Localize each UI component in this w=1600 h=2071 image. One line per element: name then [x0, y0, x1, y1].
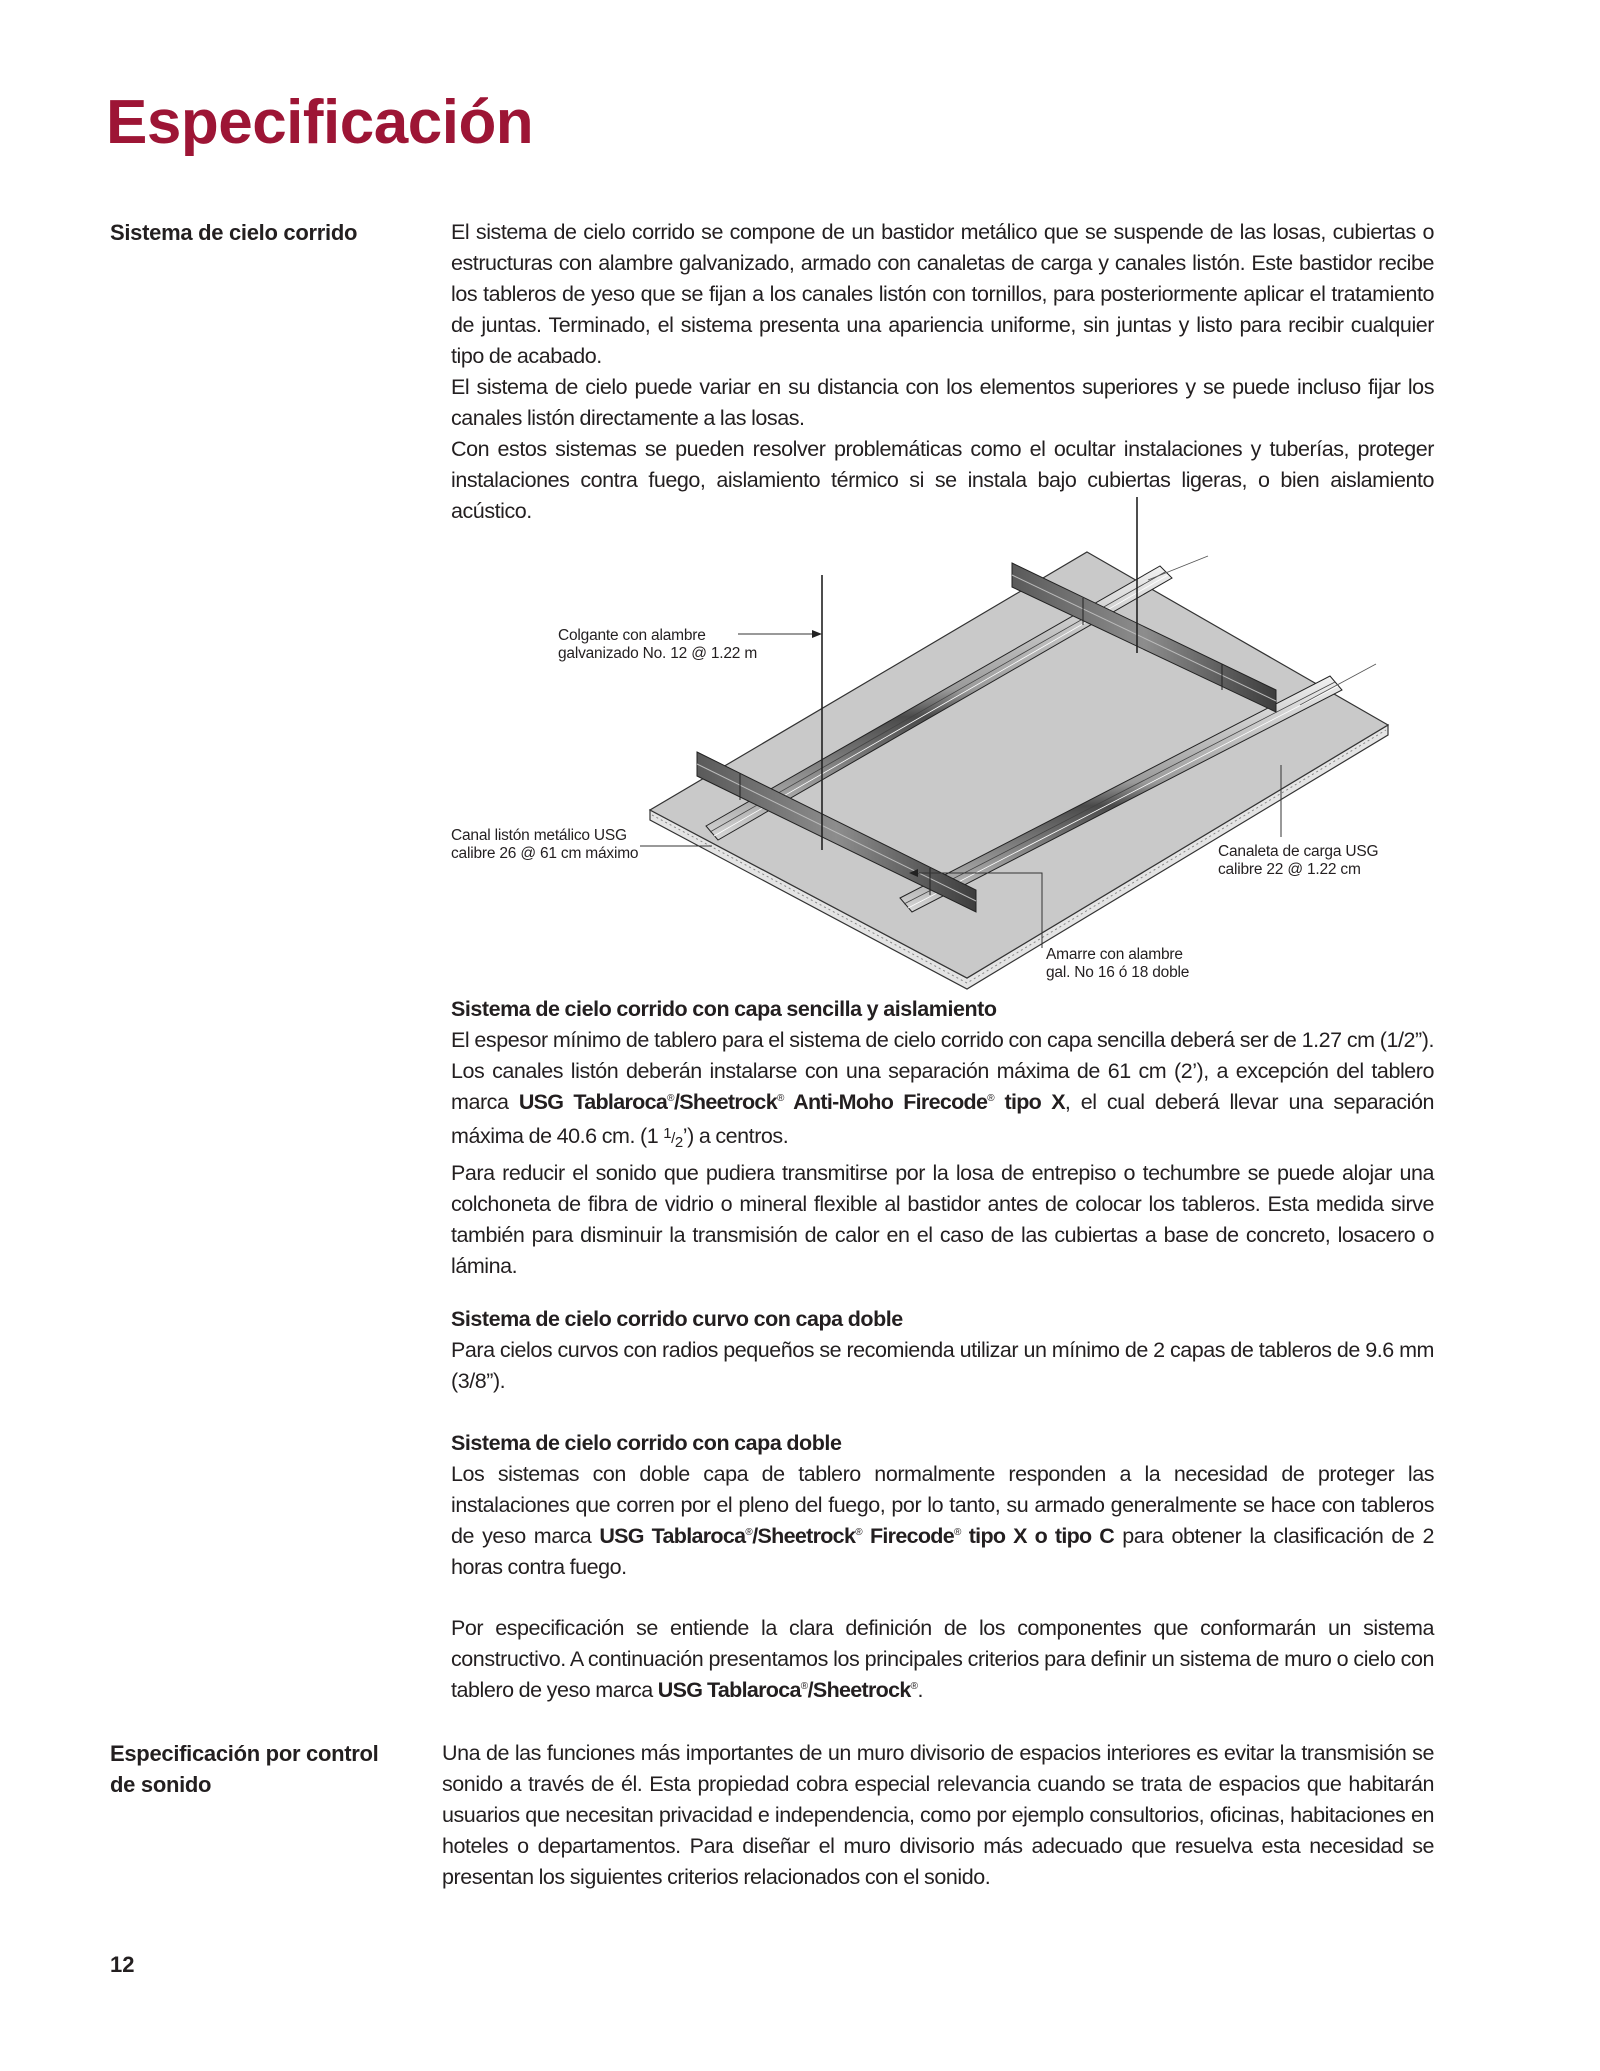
text: ’) a centros.: [682, 1124, 789, 1148]
callout-amarre: [1046, 946, 1189, 982]
brand-name: USG Tablaroca: [518, 1090, 668, 1114]
paragraph: El sistema de cielo corrido se compone de un bastidor metálico que se suspende de las losas, cubiertas o estructuras con alambre galvanizado, armado con canaletas de carga y canales listón. Este bastidor recibe los tableros de yeso que se fijan a los canales listón con tornillos, para posteriormente aplicar el tratamiento de juntas. Terminado, el sistema presenta una apariencia uniforme, sin juntas y listo para recibir cualquier tipo de acabado.: [451, 220, 1434, 368]
registered-mark: ®: [910, 1680, 918, 1692]
callout-colgante: [558, 627, 757, 663]
section-capa-sencilla: [451, 994, 1434, 1282]
paragraph: El sistema de cielo puede variar en su distancia con los elementos superiores y se puede incluso fijar los canales listón directamente a las losas.: [451, 375, 1434, 430]
fraction-numerator: 1: [663, 1125, 672, 1142]
brand-name: USG Tablaroca: [599, 1524, 746, 1548]
brand-name: tipo X: [1004, 1090, 1065, 1114]
page-title: Especificación: [106, 88, 534, 157]
section-body-control-sonido: [442, 1738, 1434, 1893]
paragraph: [451, 1459, 1434, 1583]
brand-name: tipo X o tipo C: [960, 1524, 1115, 1548]
brand-name: USG Tablaroca: [657, 1678, 801, 1702]
section-curvo-capa-doble: [451, 1304, 1434, 1397]
section-heading: Sistema de cielo corrido con capa sencilla y aislamiento: [451, 997, 997, 1021]
section-label-control-sonido: [110, 1738, 378, 1800]
text: El espesor mínimo de tablero para el sistema de cielo corrido con capa sencilla deberá ser de 1.27 cm (1/2”). Los canales listón deberán instalarse con una separación máxima de 61 cm (2’), a excepción del tablero marca: [451, 1028, 1434, 1114]
callout-canaleta-carga: [1218, 843, 1378, 879]
callout-canal-liston: [451, 827, 638, 863]
section-heading: Sistema de cielo corrido con capa doble: [451, 1431, 842, 1455]
registered-mark: ®: [953, 1526, 961, 1538]
registered-mark: ®: [800, 1680, 808, 1692]
section-definicion: [451, 1613, 1434, 1706]
paragraph: [451, 1025, 1434, 1158]
registered-mark: ®: [855, 1526, 863, 1538]
callout-text: gal. No 16 ó 18 doble: [1046, 964, 1190, 981]
brand-name: /Sheetrock: [674, 1090, 777, 1114]
registered-mark: ®: [987, 1092, 995, 1104]
paragraph: [451, 1613, 1434, 1706]
text: Los sistemas con doble capa de tablero normalmente responden a la necesidad de proteger las instalaciones que corren por el pleno del fuego, por lo tanto, su armado generalmente se hace con tableros de yeso marca: [451, 1462, 1434, 1548]
brand-name: /Sheetrock: [807, 1678, 911, 1702]
section-heading: Sistema de cielo corrido curvo con capa doble: [451, 1307, 903, 1331]
label-line: Especificación por control: [110, 1741, 379, 1766]
callout-text: Colgante con alambre: [558, 627, 706, 644]
callout-text: Amarre con alambre: [1046, 946, 1183, 963]
paragraph: Con estos sistemas se pueden resolver problemáticas como el ocultar instalaciones y tuberías, proteger instalaciones contra fuego, aislamiento térmico si se instala bajo cubiertas ligeras, o bien aislamiento acústico.: [451, 437, 1434, 523]
brand-name: Firecode: [862, 1524, 954, 1548]
brand-name: /Sheetrock: [752, 1524, 856, 1548]
callout-text: calibre 26 @ 61 cm máximo: [451, 845, 639, 862]
registered-mark: ®: [776, 1092, 784, 1104]
callout-text: Canal listón metálico USG: [451, 827, 627, 844]
page-number: 12: [110, 1952, 135, 1977]
text: .: [917, 1678, 924, 1702]
paragraph: Para cielos curvos con radios pequeños se recomienda utilizar un mínimo de 2 capas de tableros de 9.6 mm (3/8”).: [451, 1338, 1434, 1393]
paragraph: Una de las funciones más importantes de un muro divisorio de espacios interiores es evitar la transmisión se sonido a través de él. Esta propiedad cobra especial relevancia cuando se trata de espacios que habitarán usuarios que necesitan privacidad e independencia, como por ejemplo consultorios, oficinas, habitaciones en hoteles o departamentos. Para diseñar el muro divisorio más adecuado que resuelva esta necesidad se presentan los siguientes criterios relacionados con el sonido.: [442, 1741, 1434, 1889]
registered-mark: ®: [745, 1526, 753, 1538]
callout-text: galvanizado No. 12 @ 1.22 m: [558, 645, 758, 662]
fraction: 1/2: [663, 1125, 683, 1151]
callout-text: Canaleta de carga USG: [1218, 843, 1379, 860]
registered-mark: ®: [667, 1092, 675, 1104]
label-line: de sonido: [110, 1772, 212, 1797]
section-label-cielo-corrido: Sistema de cielo corrido: [110, 220, 358, 245]
text: Por especificación se entiende la clara definición de los componentes que conformarán un sistema constructivo. A continuación presentamos los principales criterios para definir un sistema de muro o cielo con tablero de yeso marca: [451, 1616, 1434, 1702]
brand-name: Anti-Moho Firecode: [783, 1090, 988, 1114]
gypsum-board: [650, 552, 1388, 978]
fraction-denominator: 2: [674, 1134, 683, 1151]
paragraph: Para reducir el sonido que pudiera transmitirse por la losa de entrepiso o techumbre se puede alojar una colchoneta de fibra de vidrio o mineral flexible al bastidor antes de colocar los tableros. Esta medida sirve también para disminuir la transmisión de calor en el caso de las cubiertas a base de concreto, losacero o lámina.: [451, 1161, 1434, 1278]
text: para obtener la clasificación de 2 horas contra fuego.: [451, 1524, 1434, 1579]
section-capa-doble: [451, 1428, 1434, 1583]
text: , el cual deberá llevar una separación máxima de 40.6 cm. (1: [451, 1090, 1435, 1148]
callout-text: calibre 22 @ 1.22 cm: [1218, 861, 1361, 878]
